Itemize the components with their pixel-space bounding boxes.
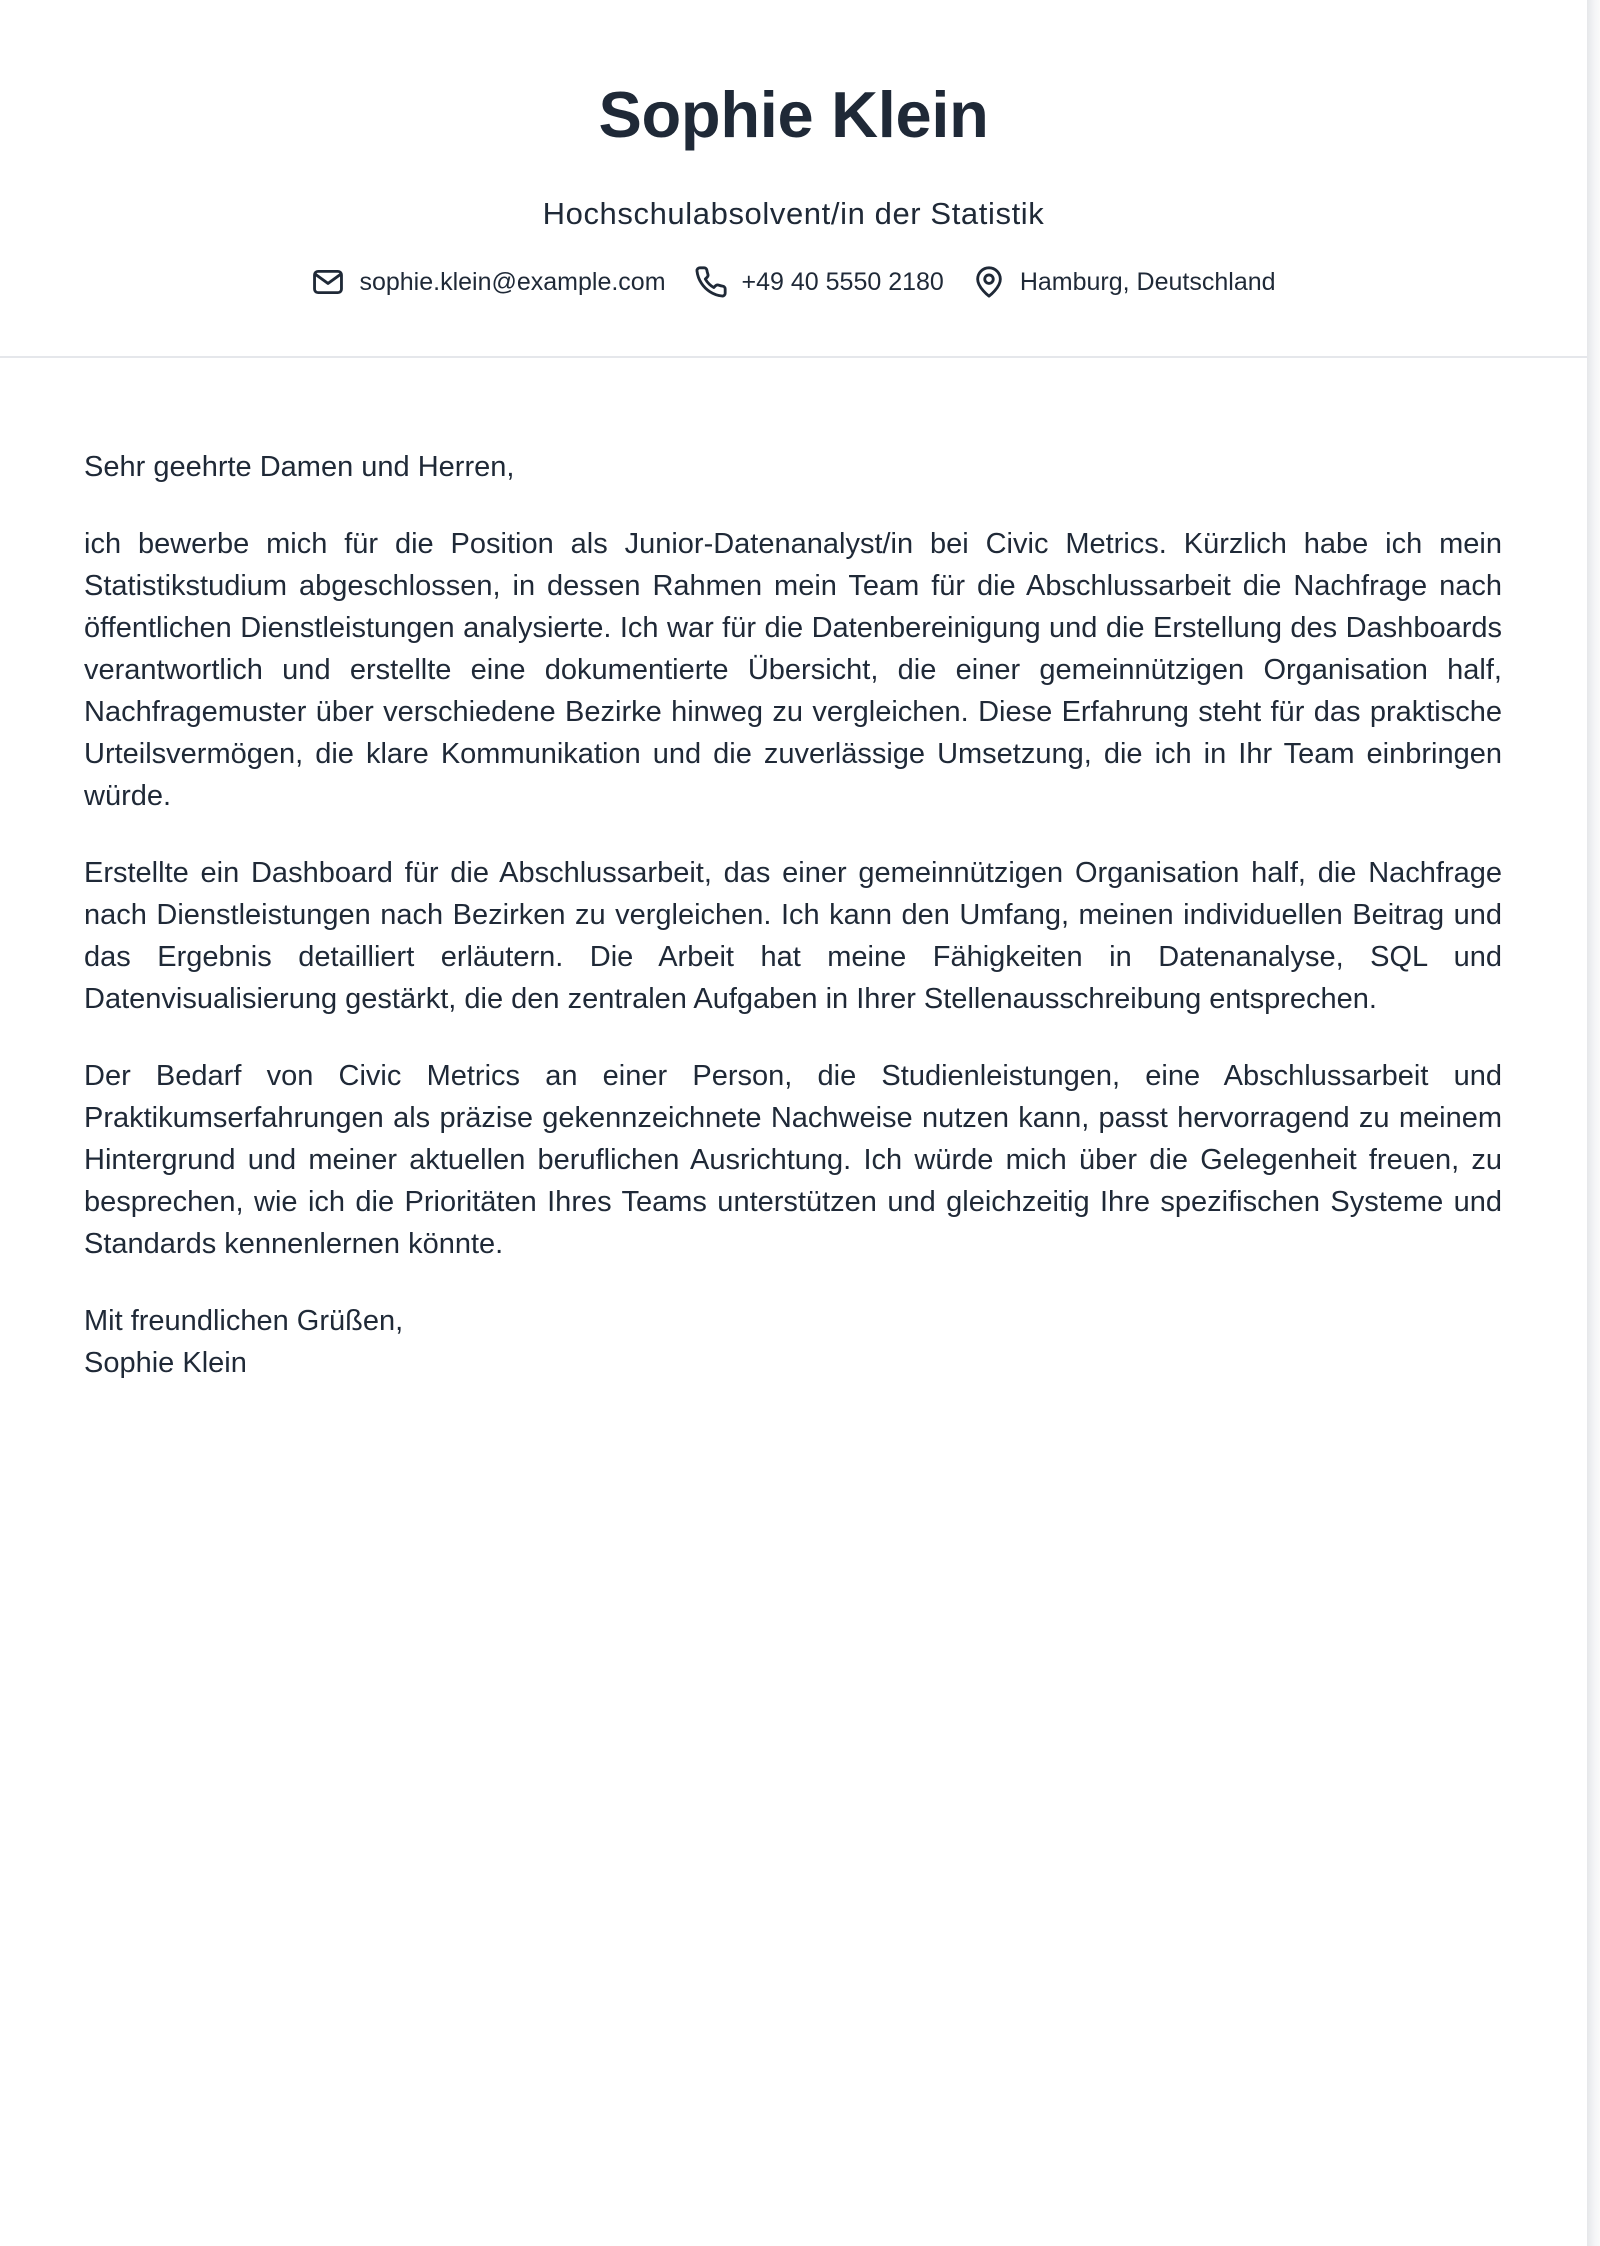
- letter-body: [84, 446, 1502, 1384]
- email-text: sophie.klein@example.com: [359, 267, 666, 296]
- mail-icon: [311, 265, 345, 299]
- applicant-title: Hochschulabsolvent/in der Statistik: [542, 196, 1045, 231]
- contact-location: [972, 265, 1276, 299]
- contact-info: [0, 262, 1587, 302]
- closing-phrase: Mit freundlichen Grüßen,: [84, 1305, 404, 1337]
- contact-email[interactable]: [311, 265, 665, 299]
- phone-icon: [694, 265, 728, 299]
- contact-phone[interactable]: [694, 265, 944, 299]
- letter-paragraph: Der Bedarf von Civic Metrics an einer Person, die Studienleistungen, eine Abschlussarbeit und Praktikumserfahrungen als präzise gekennzeichnete Nachweise nutzen kann, passt hervorragend zu meinem Hintergrund und meiner aktuellen beruflichen Ausrichtung. Ich würde mich über die Gelegenheit freuen, zu besprechen, wie ich die Prioritäten Ihres Teams unterstützen und gleichzeitig Ihre spezifischen Systeme und Standards kennenlernen könnte.: [84, 1060, 1502, 1260]
- phone-text: +49 40 5550 2180: [741, 267, 944, 296]
- location-text: Hamburg, Deutschland: [1019, 267, 1276, 296]
- letter-closing: [84, 1300, 1502, 1384]
- signature: Sophie Klein: [84, 1347, 247, 1379]
- salutation: Sehr geehrte Damen und Herren,: [84, 451, 515, 483]
- letter-header: [0, 0, 1587, 358]
- page-edge-shadow: [1587, 0, 1600, 2246]
- location-pin-icon: [972, 265, 1006, 299]
- letter-paragraph: ich bewerbe mich für die Position als Junior-Datenanalyst/in bei Civic Metrics. Kürzlich habe ich mein Statistikstudium abgeschlossen, in dessen Rahmen mein Team für die Abschlussarbeit die Nachfrage nach öffentlichen Dienstleistungen analysierte. Ich war für die Datenbereinigung und die Erstellung des Dashboards verantwortlich und erstellte eine dokumentierte Übersicht, die einer gemeinnützigen Organisation half, Nachfragemuster über verschiedene Bezirke hinweg zu vergleichen. Diese Erfahrung steht für das praktische Urteilsvermögen, die klare Kommunikation und die zuverlässige Umsetzung, die ich in Ihr Team einbringen würde.: [84, 528, 1502, 812]
- letter-paragraph: Erstellte ein Dashboard für die Abschlussarbeit, das einer gemeinnützigen Organisation half, die Nachfrage nach Dienstleistungen nach Bezirken zu vergleichen. Ich kann den Umfang, meinen individuellen Beitrag und das Ergebnis detailliert erläutern. Die Arbeit hat meine Fähigkeiten in Datenanalyse, SQL und Datenvisualisierung gestärkt, die den zentralen Aufgaben in Ihrer Stellenausschreibung entsprechen.: [84, 857, 1502, 1015]
- applicant-name: Sophie Klein: [598, 78, 989, 151]
